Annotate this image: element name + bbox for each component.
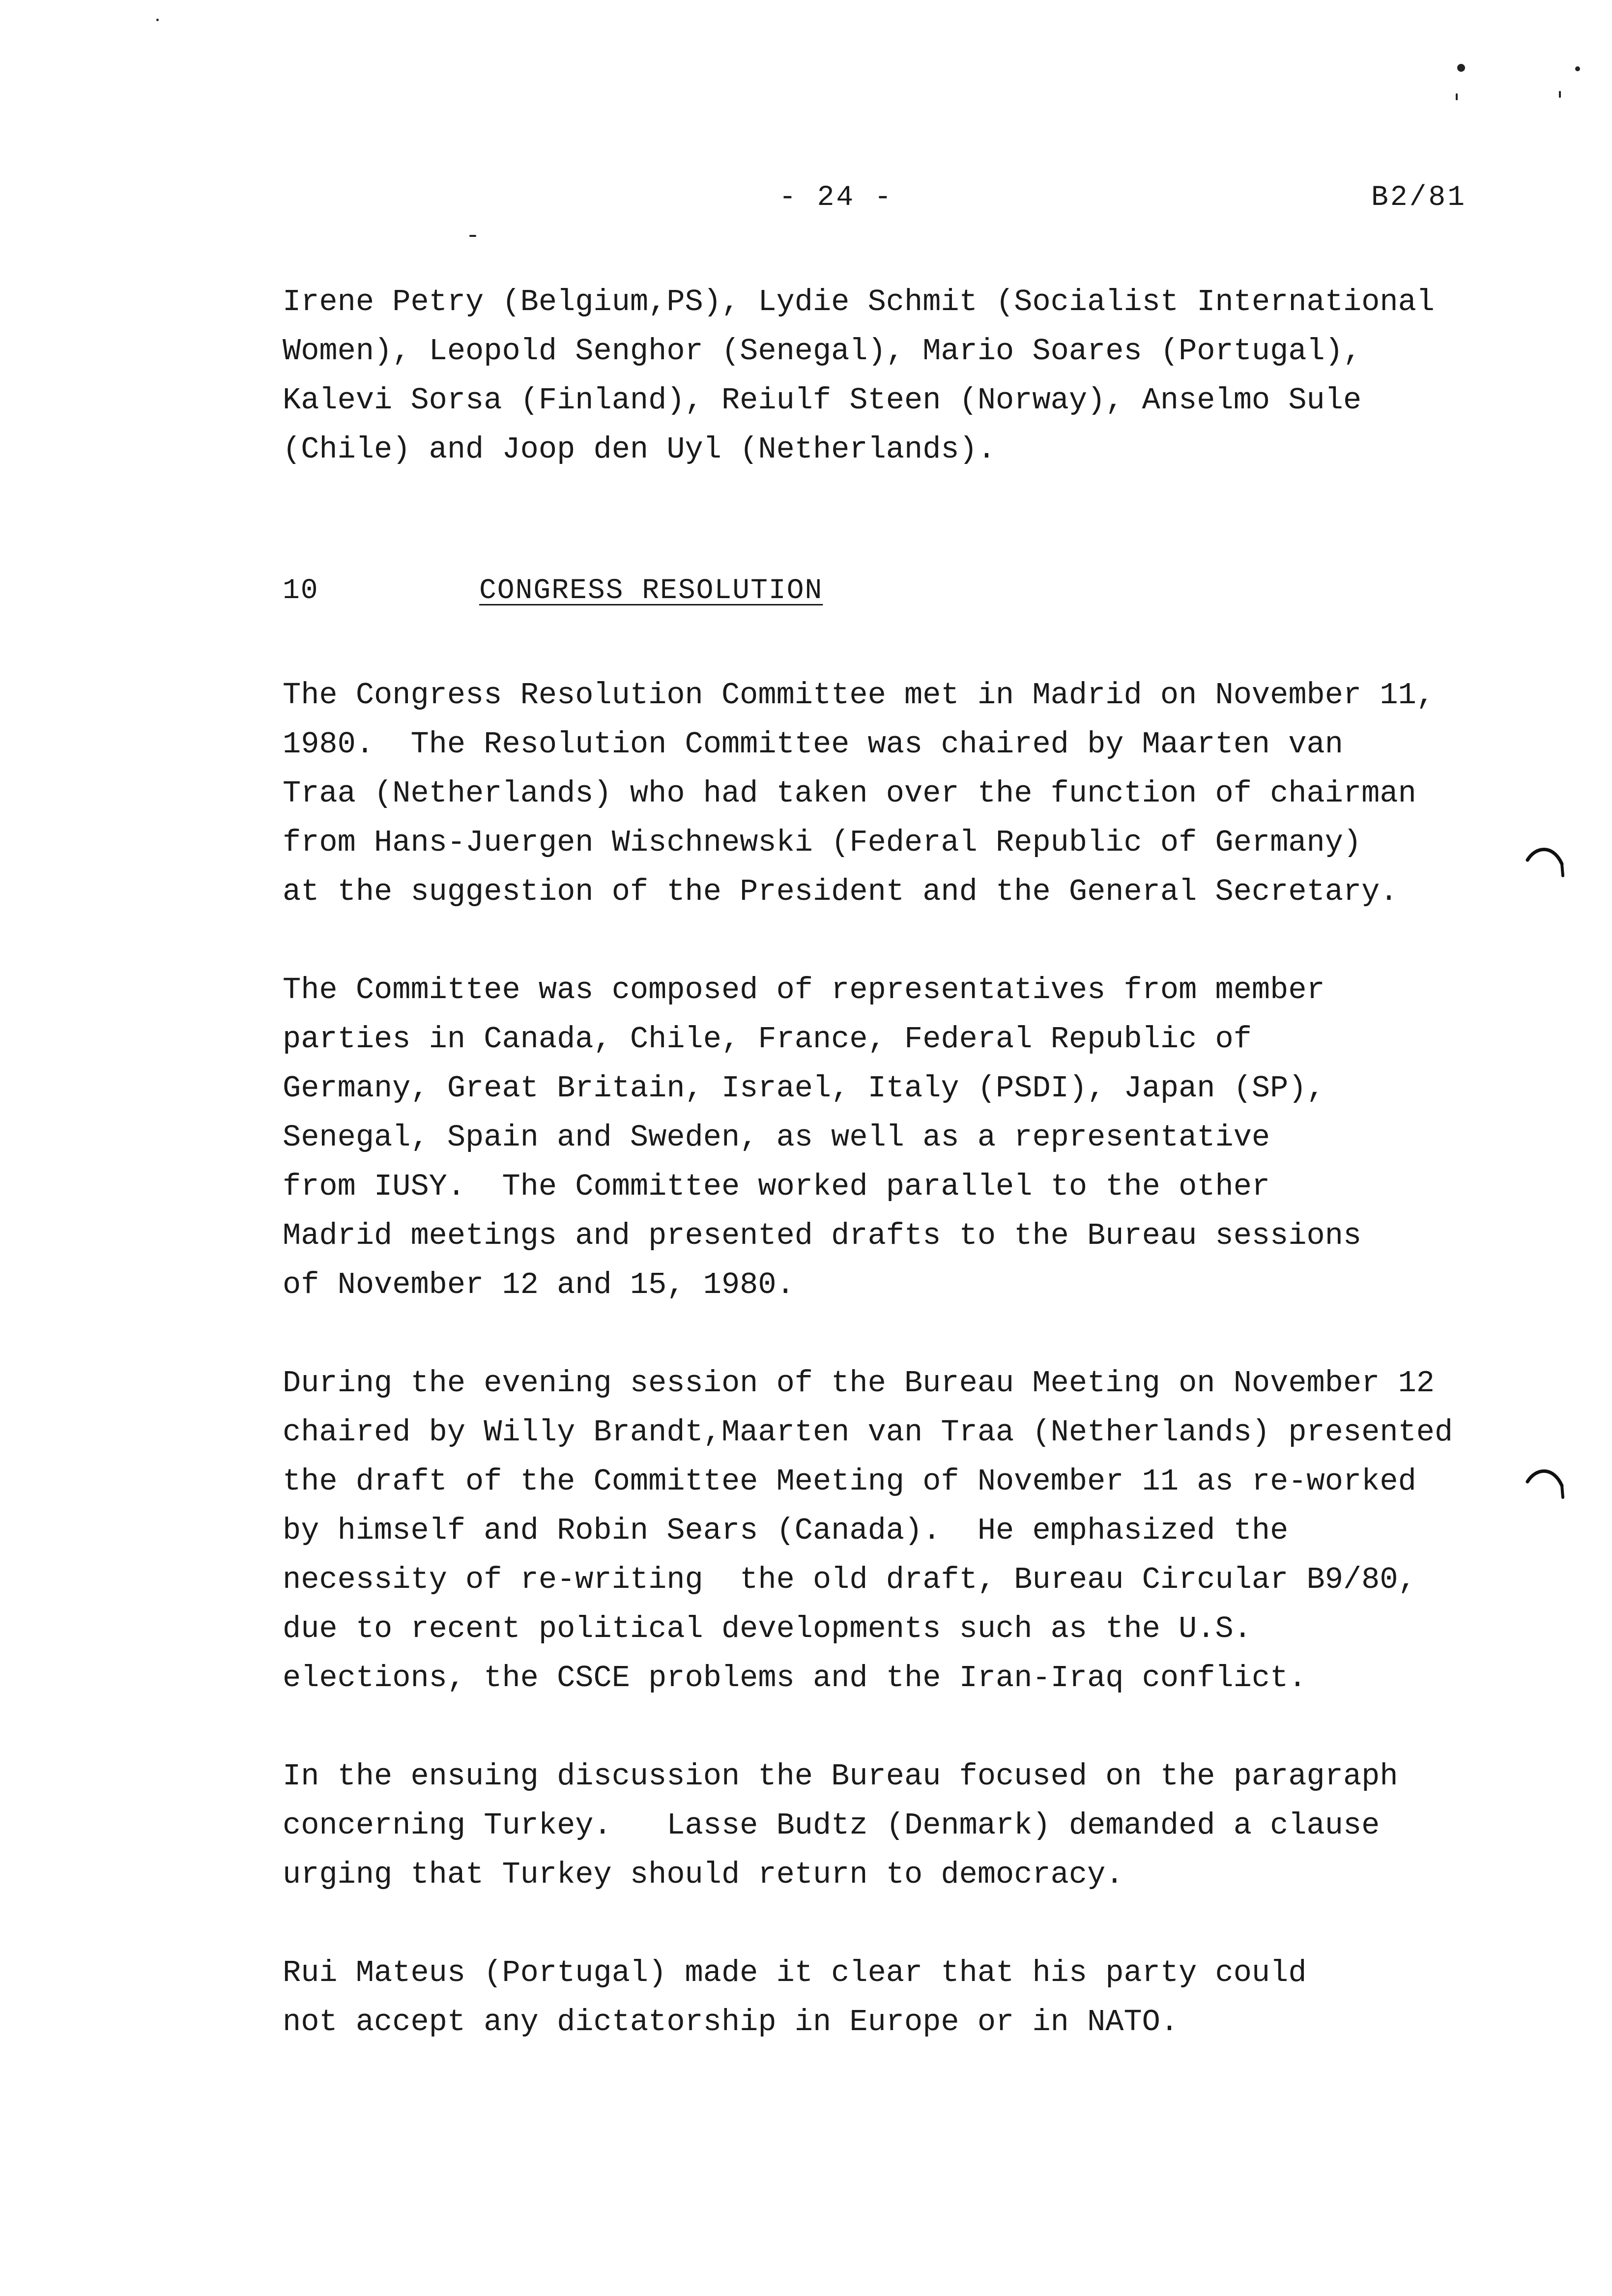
text-line: Women), Leopold Senghor (Senegal), Mario Soares (Portugal), xyxy=(283,334,1362,369)
text-line: urging that Turkey should return to democracy. xyxy=(283,1857,1124,1892)
paragraph-committee-composition xyxy=(283,966,1541,1310)
scan-speck xyxy=(1456,93,1458,100)
text-line: Traa (Netherlands) who had taken over the function of chairman xyxy=(283,776,1416,811)
text-line: Rui Mateus (Portugal) made it clear that his party could xyxy=(283,1955,1307,1990)
text-line: by himself and Robin Sears (Canada). He emphasized the xyxy=(283,1513,1289,1548)
scan-speck xyxy=(469,235,476,237)
text-line: not accept any dictatorship in Europe or in NATO. xyxy=(283,2005,1179,2039)
section-title: CONGRESS RESOLUTION xyxy=(479,575,823,607)
scan-speck xyxy=(156,19,159,21)
text-line: The Congress Resolution Committee met in Madrid on November 11, xyxy=(283,678,1435,713)
paragraph-portugal-position xyxy=(283,1949,1541,2047)
text-line: the draft of the Committee Meeting of November 11 as re-worked xyxy=(283,1464,1416,1499)
text-line: Senegal, Spain and Sweden, as well as a representative xyxy=(283,1120,1270,1155)
text-line: In the ensuing discussion the Bureau focused on the paragraph xyxy=(283,1759,1398,1794)
text-line: concerning Turkey. Lasse Budtz (Denmark) demanded a clause xyxy=(283,1808,1380,1843)
margin-bracket-mark xyxy=(1524,1462,1568,1506)
paragraph-committee-meeting xyxy=(283,671,1541,917)
intro-paragraph xyxy=(283,278,1541,474)
scan-speck xyxy=(1559,91,1561,98)
text-line: chaired by Willy Brandt,Maarten van Traa (Netherlands) presented xyxy=(283,1415,1453,1450)
text-line: (Chile) and Joop den Uyl (Netherlands). xyxy=(283,432,996,467)
scan-speck xyxy=(1575,66,1580,71)
document-reference: B2/81 xyxy=(1371,182,1467,214)
text-line: parties in Canada, Chile, France, Federal Republic of xyxy=(283,1022,1252,1057)
text-line: of November 12 and 15, 1980. xyxy=(283,1267,795,1302)
scan-speck xyxy=(1457,64,1465,72)
text-line: elections, the CSCE problems and the Iran-Iraq conflict. xyxy=(283,1661,1307,1695)
text-line: 1980. The Resolution Committee was chaired by Maarten van xyxy=(283,727,1343,762)
text-line: Germany, Great Britain, Israel, Italy (PSDI), Japan (SP), xyxy=(283,1071,1325,1106)
section-number: 10 xyxy=(283,575,319,607)
text-line: Madrid meetings and presented drafts to the Bureau sessions xyxy=(283,1218,1362,1253)
text-line: During the evening session of the Bureau Meeting on November 12 xyxy=(283,1366,1435,1401)
text-line: Irene Petry (Belgium,PS), Lydie Schmit (Socialist International xyxy=(283,285,1435,319)
paragraph-turkey-discussion xyxy=(283,1752,1541,1899)
text-line: The Committee was composed of representatives from member xyxy=(283,973,1325,1007)
text-line: due to recent political developments such as the U.S. xyxy=(283,1611,1252,1646)
text-line: at the suggestion of the President and the General Secretary. xyxy=(283,874,1398,909)
section-heading xyxy=(283,575,823,607)
text-line: Kalevi Sorsa (Finland), Reiulf Steen (Norway), Anselmo Sule xyxy=(283,383,1362,418)
margin-bracket-mark xyxy=(1524,840,1568,885)
page-number: - 24 - xyxy=(779,182,893,214)
text-line: from IUSY. The Committee worked parallel to the other xyxy=(283,1169,1270,1204)
text-line: from Hans-Juergen Wischnewski (Federal Republic of Germany) xyxy=(283,825,1362,860)
paragraph-bureau-meeting xyxy=(283,1359,1541,1703)
text-line: necessity of re-writing the old draft, Bureau Circular B9/80, xyxy=(283,1562,1416,1597)
